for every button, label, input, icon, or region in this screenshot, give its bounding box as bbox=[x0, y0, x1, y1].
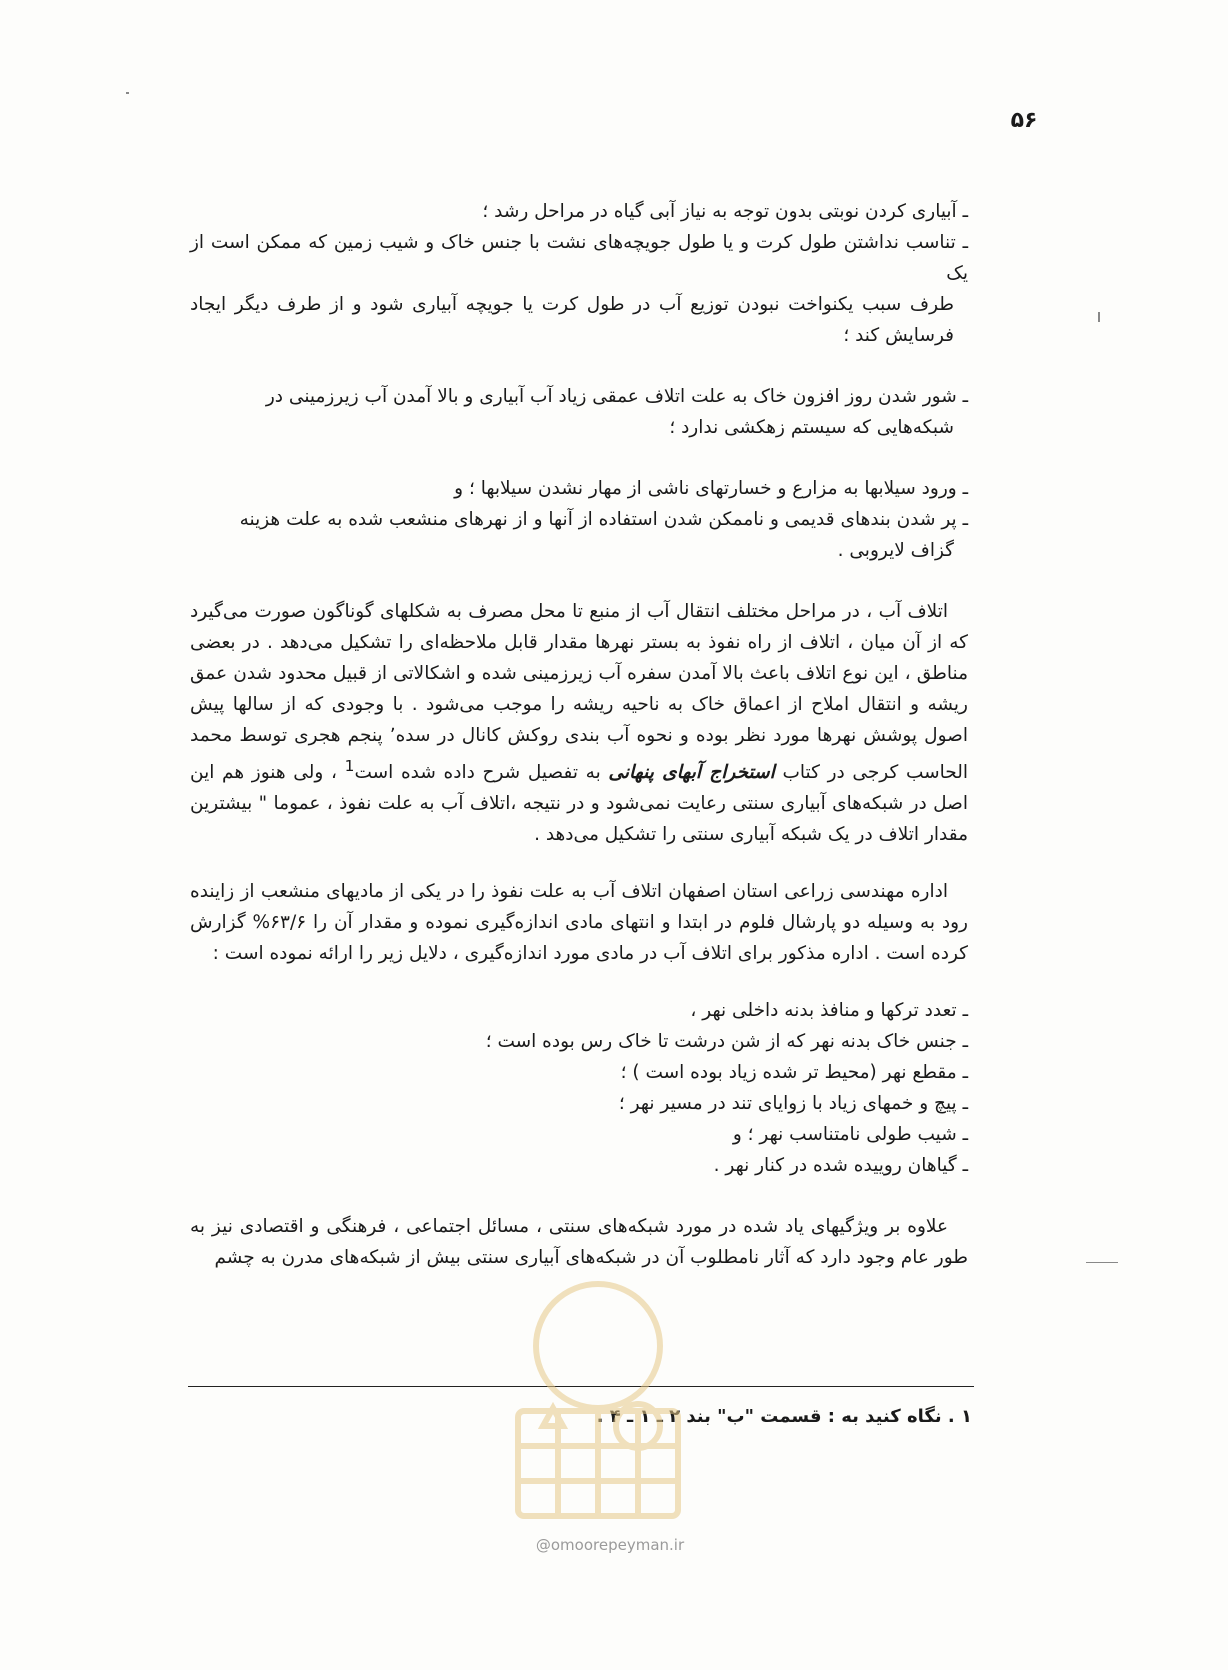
list-item bbox=[190, 473, 968, 504]
list-item-text: ـ پر شدن بندهای قدیمی و ناممکن شدن استفاده از آنها و از نهرهای منشعب شده به علت هزینه bbox=[239, 509, 968, 530]
list-item bbox=[190, 227, 968, 351]
paragraph-water-loss: اتلاف آب ، در مراحل مختلف انتقال آب از منبع تا محل مصرف به شکلهای گوناگون صورت می‌گیرد که از آن میان ، اتلاف از راه نفوذ به بستر نهرها مقدار قابل ملاحظه‌ای را تشکیل می‌دهد . در بعضی مناطق ، این نوع اتلاف باعث بالا آمدن سفره آب زیرزمینی شده و اشکالاتی از قبیل محدود شدن عمق ریشه و انتقال املاح از اعماق خاک به ناحیه ریشه را موجب می‌شود . با وجودی که از سالها پیش اصول پوشش نهرها مورد نظر بوده و نحوه آب بندی روکش کانال در سده٬ پنجم هجری توسط محمد الحاسب کرجی در کتاب استخراج آبهای پنهانی به تفصیل شرح داده شده است$^1$ ، ولی هنوز هم این اصل در شبکه‌های آبیاری سنتی رعایت نمی‌شود و در نتیجه ،اتلاف آب به علت نفوذ ، عموما " بیشترین مقدار اتلاف در یک شبکه آبیاری سنتی را تشکیل می‌دهد . bbox=[190, 601, 968, 846]
page-number: ۵۶ bbox=[1010, 108, 1038, 133]
list-item: ـ پیچ و خمهای زیاد با زوایای تند در مسیر نهر ؛ bbox=[618, 1093, 968, 1115]
footnote-ref: 1 bbox=[344, 757, 355, 775]
paragraph-social: علاوه بر ویژگیهای یاد شده در مورد شبکه‌های سنتی ، مسائل اجتماعی ، فرهنگی و اقتصادی نیز به طور عام وجود دارد که آثار نامطلوب آن در شبکه‌های آبیاری سنتی بیش از شبکه‌های مدرن به چشم bbox=[190, 1216, 968, 1269]
list-item: ـ مقطع نهر (محیط تر شده زیاد بوده است ) ؛ bbox=[620, 1062, 968, 1084]
list-item-text: ـ تناسب نداشتن طول کرت و یا طول جویچه‌های نشت با جنس خاک و شیب زمین که ممکن است از یک bbox=[190, 232, 968, 284]
list-item bbox=[190, 504, 968, 566]
book-title: استخراج آبهای پنهانی bbox=[608, 762, 775, 784]
footnote: ۱ . نگاه کنید به : قسمت "ب" بند ۲ ـ ۱ ـ ۴ . bbox=[596, 1406, 972, 1427]
list-item: ـ شیب طولی نامتناسب نهر ؛ و bbox=[732, 1124, 968, 1146]
watermark-logo bbox=[498, 1276, 698, 1526]
list-item: ـ گیاهان روییده شده در کنار نهر . bbox=[713, 1155, 968, 1177]
list-item-text: ـ شور شدن روز افزون خاک به علت اتلاف عمقی زیاد آب آبیاری و بالا آمدن آب زیرزمینی در bbox=[265, 386, 968, 407]
list-item-continuation: شبکه‌هایی که سیستم زهکشی ندارد ؛ bbox=[669, 417, 954, 438]
list-item bbox=[190, 196, 968, 227]
list-item-text: ـ ورود سیلابها به مزارع و خسارتهای ناشی از مهار نشدن سیلابها ؛ و bbox=[454, 478, 968, 499]
list-item: ـ جنس خاک بدنه نهر که از شن درشت تا خاک رس بوده است ؛ bbox=[485, 1031, 968, 1053]
page-body bbox=[190, 196, 968, 1273]
footnote-separator bbox=[188, 1386, 974, 1387]
list-item bbox=[190, 381, 968, 443]
list-item-text: ـ آبیاری کردن نوبتی بدون توجه به نیاز آبی گیاه در مراحل رشد ؛ bbox=[482, 201, 968, 222]
paragraph-isfahan: اداره مهندسی زراعی استان اصفهان اتلاف آب به علت نفوذ را در یکی از مادیهای منشعب از زاینده رود به وسیله دو پارشال فلوم در ابتدا و انتهای مادی اندازه‌گیری نموده و مقدار آن را ۶۳/۶% گزارش کرده است . اداره مذکور برای اتلاف آب در مادی مورد اندازه‌گیری ، دلایل زیر را ارائه نموده است : bbox=[190, 881, 968, 965]
list-item-continuation: طرف سبب یکنواخت نبودن توزیع آب در طول کرت یا جویچه آبیاری شود و از طرف دیگر ایجاد فرسایش کند ؛ bbox=[190, 294, 954, 346]
watermark-url: @omoorepeyman.ir bbox=[535, 1536, 685, 1554]
list-item: ـ تعدد ترکها و منافذ بدنه داخلی نهر ، bbox=[690, 1000, 968, 1022]
list-item-continuation: گزاف لایروبی . bbox=[837, 540, 954, 561]
